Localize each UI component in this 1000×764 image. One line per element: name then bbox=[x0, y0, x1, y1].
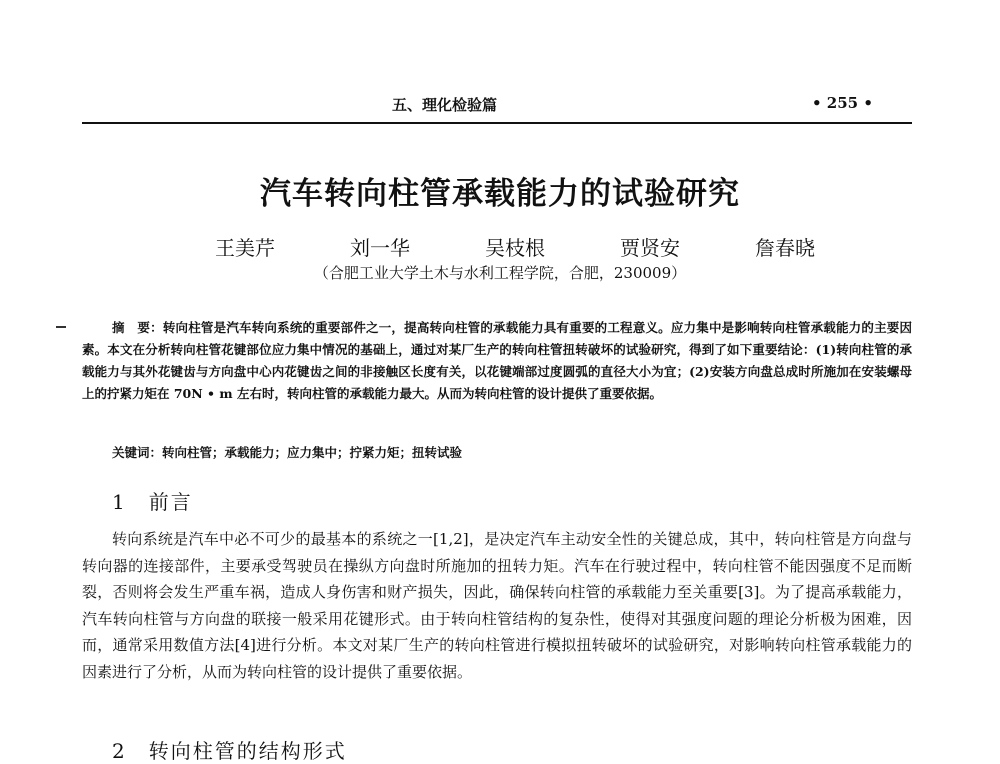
author: 吴枝根 bbox=[485, 236, 545, 260]
author: 詹春晓 bbox=[755, 236, 815, 260]
abstract-text: 转向柱管是汽车转向系统的重要部件之一，提高转向柱管的承载能力具有重要的工程意义。应力集中是影响转向柱管承载能力的主要因素。本文在分析转向柱管花键部位应力集中情况的基础上，通过对某厂生产的转向柱管扭转破坏的试验研究，得到了如下重要结论：(1)转向柱管的承载能力与其外花键齿与方向盘中心内花键齿之间的非接触区长度有关，以花键端部过度圆弧的直径大小为宜；(2)安装方向盘总成时所施加在安装螺母上的拧紧力矩在 70N • m 左右时，转向柱管的承载能力最大。从而为转向柱管的设计提供了重要依据。 bbox=[82, 320, 912, 401]
paper-title: 汽车转向柱管承载能力的试验研究 bbox=[260, 176, 740, 212]
author: 王美芹 bbox=[215, 236, 275, 260]
margin-mark bbox=[56, 326, 66, 328]
section-heading-1: 1 前言 bbox=[112, 490, 193, 514]
page-number: • 255 • bbox=[812, 94, 873, 112]
abstract-label: 摘 要： bbox=[112, 320, 163, 335]
running-header-section: 五、理化检验篇 bbox=[392, 96, 498, 114]
section-1-paragraph: 转向系统是汽车中必不可少的最基本的系统之一[1,2]，是决定汽车主动安全性的关键总成，其中，转向柱管是方向盘与转向器的连接部件，主要承受驾驶员在操纵方向盘时所施加的扭转力矩。汽车在行驶过程中，转向柱管不能因强度不足而断裂，否则将会发生严重车祸，造成人身伤害和财产损失，因此，确保转向柱管的承载能力至关重要[3]。为了提高承载能力，汽车转向柱管与方向盘的联接一般采用花键形式。由于转向柱管结构的复杂性，使得对其强度问题的理论分析极为困难，因而，通常采用数值方法[4]进行分析。本文对某厂生产的转向柱管进行模拟扭转破坏的试验研究，对影响转向柱管承载能力的因素进行了分析，从而为转向柱管的设计提供了重要依据。 bbox=[82, 530, 912, 681]
author-list bbox=[215, 232, 815, 261]
abstract bbox=[82, 317, 912, 405]
author: 贾贤安 bbox=[620, 236, 680, 260]
keywords-label: 关键词： bbox=[112, 445, 163, 460]
affiliation: （合肥工业大学土木与水利工程学院，合肥，230009） bbox=[313, 264, 687, 282]
keywords-text: 转向柱管；承载能力；应力集中；拧紧力矩；扭转试验 bbox=[162, 445, 463, 460]
author: 刘一华 bbox=[350, 236, 410, 260]
section-heading-2: 2 转向柱管的结构形式 bbox=[112, 739, 347, 763]
header-rule bbox=[82, 122, 912, 124]
keywords bbox=[112, 443, 462, 461]
